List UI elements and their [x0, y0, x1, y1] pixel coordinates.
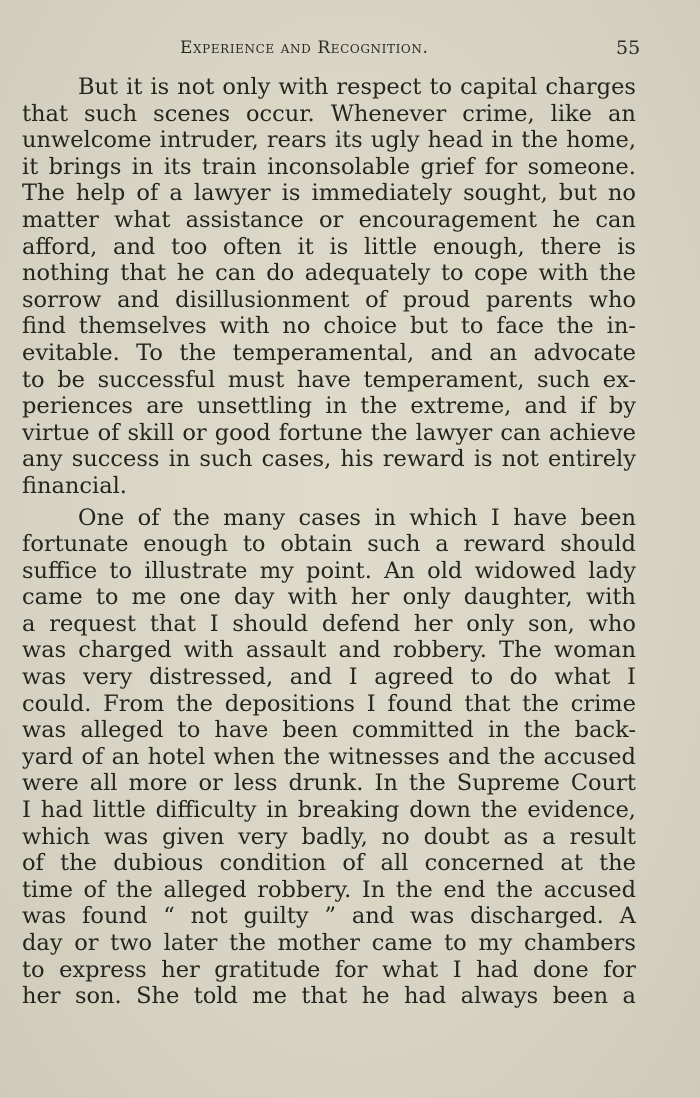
body-text: [22, 74, 636, 1010]
paragraph-2: [22, 505, 636, 1010]
text-line: yard of an hotel when the witnesses and the accused: [22, 743, 636, 770]
text-line: to express her gratitude for what I had done for: [22, 956, 636, 983]
text-line: But it is not only with respect to capital charges: [78, 74, 636, 100]
text-line: unwelcome intruder, rears its ugly head in the home,: [22, 127, 636, 154]
text-line: fortunate enough to obtain such a reward should: [22, 531, 636, 558]
text-line: was charged with assault and robbery. The woman: [22, 637, 636, 664]
text-line: was very distressed, and I agreed to do what I: [22, 664, 636, 691]
text-line: to be successful must have temperament, such ex-: [22, 366, 636, 393]
text-line: One of the many cases in which I have been: [78, 504, 636, 531]
text-line: nothing that he can do adequately to cope with the: [22, 260, 636, 287]
text-line: evitable. To the temperamental, and an advocate: [22, 339, 636, 366]
text-line: financial.: [22, 472, 127, 499]
text-line: day or two later the mother came to my chambers: [22, 930, 636, 956]
text-line: any success in such cases, his reward is not entirely: [22, 446, 636, 473]
text-line: time of the alleged robbery. In the end the accused: [22, 876, 636, 903]
text-line: suffice to illustrate my point. An old widowed lady: [22, 557, 636, 584]
text-line: matter what assistance or encouragement he can: [22, 206, 636, 233]
text-line: was found “ not guilty ” and was discharged. A: [22, 903, 636, 930]
text-line: which was given very badly, no doubt as a result: [22, 823, 636, 850]
text-line: were all more or less drunk. In the Supreme Court: [22, 770, 636, 797]
paragraph-1: [22, 74, 636, 500]
text-line: virtue of skill or good fortune the lawyer can achieve: [22, 419, 636, 446]
text-line: a request that I should defend her only son, who: [22, 610, 636, 637]
text-line: it brings in its train inconsolable grief for someone.: [22, 153, 636, 180]
text-line: find themselves with no choice but to face the in-: [22, 313, 636, 340]
text-line: that such scenes occur. Whenever crime, like an: [22, 100, 636, 127]
text-line: sorrow and disillusionment of proud parents who: [22, 286, 636, 313]
text-line: of the dubious condition of all concerned at the: [22, 850, 636, 877]
text-line: could. From the depositions I found that the crime: [22, 690, 636, 717]
text-line: The help of a lawyer is immediately sought, but no: [22, 180, 636, 207]
text-line: came to me one day with her only daughter, with: [22, 584, 636, 611]
running-head: Experience and Recognition.: [180, 38, 429, 58]
text-line: her son. She told me that he had always been a: [22, 983, 636, 1010]
text-line: periences are unsettling in the extreme, and if by: [22, 393, 636, 420]
text-line: I had little difficulty in breaking down the evidence,: [22, 797, 636, 824]
text-line: was alleged to have been committed in the back-: [22, 717, 636, 744]
text-line: afford, and too often it is little enough, there is: [22, 233, 636, 260]
page-number: 55: [616, 37, 641, 59]
